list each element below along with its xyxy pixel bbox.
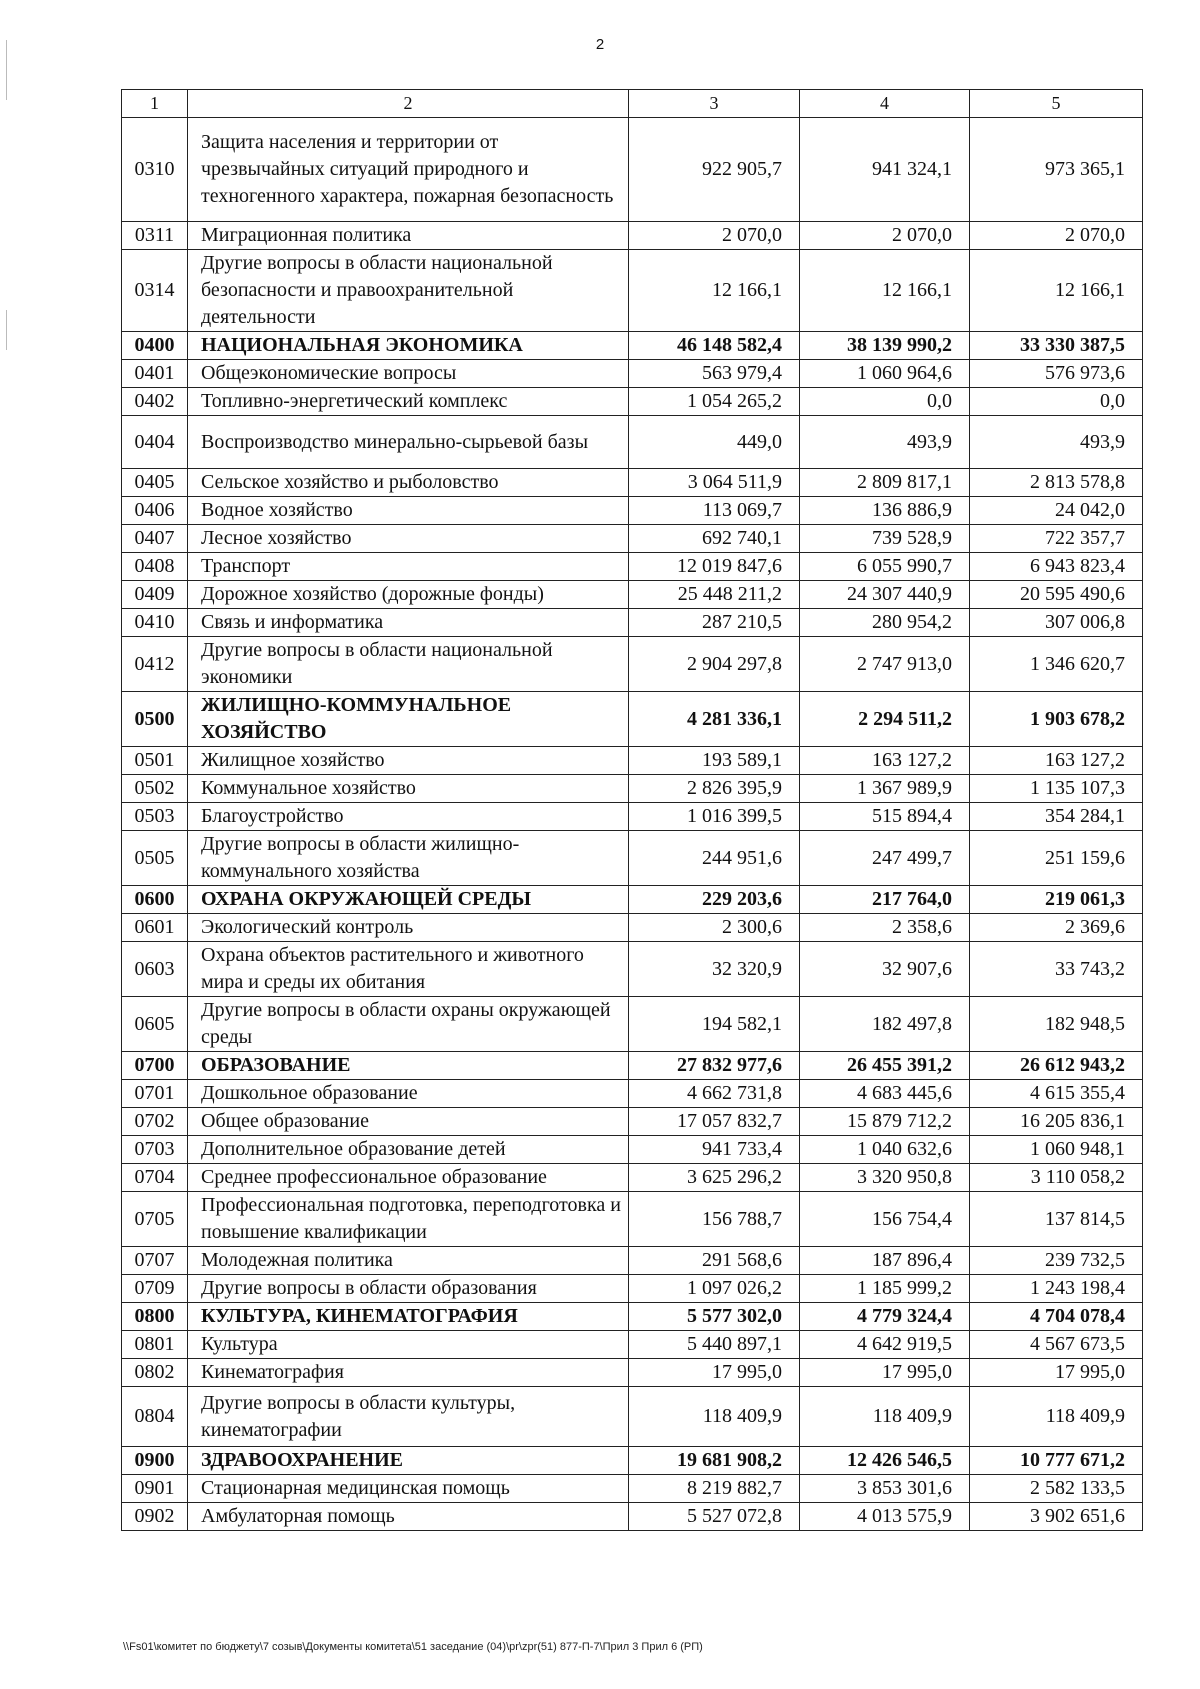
row-name: Топливно-энергетический комплекс — [188, 388, 629, 416]
row-code: 0412 — [122, 637, 188, 692]
table-row — [122, 525, 1143, 553]
row-value-col4: 32 907,6 — [800, 942, 970, 997]
row-name: Дорожное хозяйство (дорожные фонды) — [188, 581, 629, 609]
row-code: 0707 — [122, 1247, 188, 1275]
row-value-col3: 27 832 977,6 — [629, 1052, 800, 1080]
table-row — [122, 1080, 1143, 1108]
row-value-col5: 17 995,0 — [970, 1359, 1143, 1387]
budget-table-body — [122, 90, 1143, 1531]
table-row — [122, 637, 1143, 692]
row-value-col5: 239 732,5 — [970, 1247, 1143, 1275]
row-code: 0900 — [122, 1447, 188, 1475]
row-value-col3: 12 019 847,6 — [629, 553, 800, 581]
page-number: 2 — [595, 36, 605, 53]
row-code: 0600 — [122, 886, 188, 914]
row-name: Молодежная политика — [188, 1247, 629, 1275]
row-value-col4: 187 896,4 — [800, 1247, 970, 1275]
row-name: Другие вопросы в области национальной безопасности и правоохранительной деятельности — [188, 250, 629, 332]
row-code: 0407 — [122, 525, 188, 553]
row-code: 0702 — [122, 1108, 188, 1136]
row-value-col4: 38 139 990,2 — [800, 332, 970, 360]
row-value-col4: 136 886,9 — [800, 497, 970, 525]
row-value-col3: 12 166,1 — [629, 250, 800, 332]
row-value-col5: 20 595 490,6 — [970, 581, 1143, 609]
row-name: Лесное хозяйство — [188, 525, 629, 553]
row-code: 0502 — [122, 775, 188, 803]
row-value-col5: 182 948,5 — [970, 997, 1143, 1052]
row-value-col4: 4 642 919,5 — [800, 1331, 970, 1359]
column-number: 1 — [122, 90, 188, 118]
row-value-col5: 33 330 387,5 — [970, 332, 1143, 360]
row-value-col3: 1 054 265,2 — [629, 388, 800, 416]
row-value-col4: 4 779 324,4 — [800, 1303, 970, 1331]
table-row — [122, 1503, 1143, 1531]
row-value-col4: 1 367 989,9 — [800, 775, 970, 803]
row-name: Водное хозяйство — [188, 497, 629, 525]
table-row — [122, 1387, 1143, 1447]
table-row — [122, 942, 1143, 997]
row-value-col3: 1 097 026,2 — [629, 1275, 800, 1303]
row-value-col4: 247 499,7 — [800, 831, 970, 886]
row-code: 0400 — [122, 332, 188, 360]
row-name: Стационарная медицинская помощь — [188, 1475, 629, 1503]
row-value-col4: 739 528,9 — [800, 525, 970, 553]
row-name: Профессиональная подготовка, переподготовка и повышение квалификации — [188, 1192, 629, 1247]
row-name: Кинематография — [188, 1359, 629, 1387]
row-value-col3: 922 905,7 — [629, 118, 800, 222]
row-code: 0505 — [122, 831, 188, 886]
row-value-col5: 2 813 578,8 — [970, 469, 1143, 497]
row-name: Другие вопросы в области образования — [188, 1275, 629, 1303]
row-value-col3: 118 409,9 — [629, 1387, 800, 1447]
row-value-col3: 449,0 — [629, 416, 800, 469]
row-value-col3: 291 568,6 — [629, 1247, 800, 1275]
row-value-col3: 287 210,5 — [629, 609, 800, 637]
row-value-col3: 1 016 399,5 — [629, 803, 800, 831]
row-value-col5: 251 159,6 — [970, 831, 1143, 886]
row-name: Связь и информатика — [188, 609, 629, 637]
row-code: 0802 — [122, 1359, 188, 1387]
row-code: 0500 — [122, 692, 188, 747]
row-value-col3: 194 582,1 — [629, 997, 800, 1052]
row-code: 0401 — [122, 360, 188, 388]
row-value-col3: 19 681 908,2 — [629, 1447, 800, 1475]
table-row — [122, 1192, 1143, 1247]
table-row — [122, 914, 1143, 942]
section-row — [122, 886, 1143, 914]
table-row — [122, 1247, 1143, 1275]
row-value-col5: 118 409,9 — [970, 1387, 1143, 1447]
row-code: 0310 — [122, 118, 188, 222]
row-value-col3: 32 320,9 — [629, 942, 800, 997]
table-row — [122, 222, 1143, 250]
column-number: 2 — [188, 90, 629, 118]
row-name: НАЦИОНАЛЬНАЯ ЭКОНОМИКА — [188, 332, 629, 360]
row-value-col5: 2 070,0 — [970, 222, 1143, 250]
row-value-col4: 2 809 817,1 — [800, 469, 970, 497]
row-name: Миграционная политика — [188, 222, 629, 250]
row-code: 0701 — [122, 1080, 188, 1108]
column-number: 5 — [970, 90, 1143, 118]
row-value-col4: 3 320 950,8 — [800, 1164, 970, 1192]
table-row — [122, 609, 1143, 637]
row-value-col3: 46 148 582,4 — [629, 332, 800, 360]
row-value-col4: 2 358,6 — [800, 914, 970, 942]
row-code: 0902 — [122, 1503, 188, 1531]
row-value-col5: 576 973,6 — [970, 360, 1143, 388]
row-name: Общее образование — [188, 1108, 629, 1136]
row-value-col4: 156 754,4 — [800, 1192, 970, 1247]
row-value-col5: 722 357,7 — [970, 525, 1143, 553]
row-name: Жилищное хозяйство — [188, 747, 629, 775]
row-value-col3: 156 788,7 — [629, 1192, 800, 1247]
table-row — [122, 1275, 1143, 1303]
row-value-col5: 307 006,8 — [970, 609, 1143, 637]
column-number: 4 — [800, 90, 970, 118]
budget-table — [121, 89, 1143, 1531]
row-value-col3: 17 057 832,7 — [629, 1108, 800, 1136]
row-name: ОХРАНА ОКРУЖАЮЩЕЙ СРЕДЫ — [188, 886, 629, 914]
row-value-col4: 280 954,2 — [800, 609, 970, 637]
row-code: 0410 — [122, 609, 188, 637]
row-name: КУЛЬТУРА, КИНЕМАТОГРАФИЯ — [188, 1303, 629, 1331]
row-name: Другие вопросы в области охраны окружающей среды — [188, 997, 629, 1052]
row-value-col4: 2 747 913,0 — [800, 637, 970, 692]
column-number-row — [122, 90, 1143, 118]
row-value-col5: 219 061,3 — [970, 886, 1143, 914]
row-value-col4: 493,9 — [800, 416, 970, 469]
table-row — [122, 1331, 1143, 1359]
section-row — [122, 1303, 1143, 1331]
row-value-col5: 24 042,0 — [970, 497, 1143, 525]
row-name: Дошкольное образование — [188, 1080, 629, 1108]
row-value-col5: 1 060 948,1 — [970, 1136, 1143, 1164]
section-row — [122, 332, 1143, 360]
row-value-col4: 24 307 440,9 — [800, 581, 970, 609]
row-value-col4: 4 683 445,6 — [800, 1080, 970, 1108]
table-row — [122, 416, 1143, 469]
row-code: 0405 — [122, 469, 188, 497]
row-value-col3: 5 527 072,8 — [629, 1503, 800, 1531]
row-value-col3: 8 219 882,7 — [629, 1475, 800, 1503]
row-value-col3: 5 577 302,0 — [629, 1303, 800, 1331]
row-name: Сельское хозяйство и рыболовство — [188, 469, 629, 497]
row-value-col3: 3 625 296,2 — [629, 1164, 800, 1192]
table-row — [122, 747, 1143, 775]
table-row — [122, 775, 1143, 803]
row-code: 0801 — [122, 1331, 188, 1359]
table-row — [122, 997, 1143, 1052]
row-value-col5: 3 902 651,6 — [970, 1503, 1143, 1531]
row-value-col4: 3 853 301,6 — [800, 1475, 970, 1503]
row-value-col3: 193 589,1 — [629, 747, 800, 775]
row-value-col5: 2 369,6 — [970, 914, 1143, 942]
row-code: 0408 — [122, 553, 188, 581]
row-code: 0311 — [122, 222, 188, 250]
row-value-col4: 12 426 546,5 — [800, 1447, 970, 1475]
row-name: Другие вопросы в области жилищно-коммунального хозяйства — [188, 831, 629, 886]
row-code: 0704 — [122, 1164, 188, 1192]
row-name: Экологический контроль — [188, 914, 629, 942]
row-code: 0404 — [122, 416, 188, 469]
row-name: Воспроизводство минерально-сырьевой базы — [188, 416, 629, 469]
table-row — [122, 250, 1143, 332]
row-value-col3: 244 951,6 — [629, 831, 800, 886]
row-value-col5: 2 582 133,5 — [970, 1475, 1143, 1503]
table-row — [122, 497, 1143, 525]
row-value-col3: 941 733,4 — [629, 1136, 800, 1164]
row-code: 0703 — [122, 1136, 188, 1164]
section-row — [122, 1447, 1143, 1475]
table-row — [122, 360, 1143, 388]
row-code: 0409 — [122, 581, 188, 609]
row-name: Коммунальное хозяйство — [188, 775, 629, 803]
row-value-col3: 2 904 297,8 — [629, 637, 800, 692]
row-code: 0800 — [122, 1303, 188, 1331]
row-value-col4: 2 294 511,2 — [800, 692, 970, 747]
row-value-col5: 0,0 — [970, 388, 1143, 416]
row-value-col4: 163 127,2 — [800, 747, 970, 775]
row-value-col4: 26 455 391,2 — [800, 1052, 970, 1080]
row-name: Среднее профессиональное образование — [188, 1164, 629, 1192]
row-value-col4: 0,0 — [800, 388, 970, 416]
row-value-col5: 973 365,1 — [970, 118, 1143, 222]
row-code: 0901 — [122, 1475, 188, 1503]
row-value-col4: 182 497,8 — [800, 997, 970, 1052]
row-name: Культура — [188, 1331, 629, 1359]
table-row — [122, 1475, 1143, 1503]
table-row — [122, 581, 1143, 609]
row-value-col3: 17 995,0 — [629, 1359, 800, 1387]
row-value-col5: 1 243 198,4 — [970, 1275, 1143, 1303]
row-value-col3: 563 979,4 — [629, 360, 800, 388]
row-code: 0705 — [122, 1192, 188, 1247]
row-value-col3: 3 064 511,9 — [629, 469, 800, 497]
row-name: Дополнительное образование детей — [188, 1136, 629, 1164]
row-value-col3: 692 740,1 — [629, 525, 800, 553]
row-code: 0503 — [122, 803, 188, 831]
file-path-footer: \\Fs01\комитет по бюджету\7 созыв\Документы комитета\51 заседание (04)\pr\zpr(51) 877-П-7\Прил 3 Прил 6 (РП) — [123, 1641, 703, 1653]
table-row — [122, 469, 1143, 497]
row-value-col3: 4 281 336,1 — [629, 692, 800, 747]
row-value-col4: 941 324,1 — [800, 118, 970, 222]
row-code: 0709 — [122, 1275, 188, 1303]
row-value-col4: 6 055 990,7 — [800, 553, 970, 581]
row-code: 0402 — [122, 388, 188, 416]
row-name: Общеэкономические вопросы — [188, 360, 629, 388]
row-value-col4: 1 060 964,6 — [800, 360, 970, 388]
table-row — [122, 1359, 1143, 1387]
row-value-col4: 2 070,0 — [800, 222, 970, 250]
row-value-col4: 515 894,4 — [800, 803, 970, 831]
row-code: 0804 — [122, 1387, 188, 1447]
table-row — [122, 831, 1143, 886]
row-name: Транспорт — [188, 553, 629, 581]
row-value-col5: 4 615 355,4 — [970, 1080, 1143, 1108]
row-value-col5: 163 127,2 — [970, 747, 1143, 775]
row-value-col3: 2 826 395,9 — [629, 775, 800, 803]
row-value-col5: 6 943 823,4 — [970, 553, 1143, 581]
row-value-col5: 1 135 107,3 — [970, 775, 1143, 803]
row-code: 0314 — [122, 250, 188, 332]
table-row — [122, 553, 1143, 581]
column-number: 3 — [629, 90, 800, 118]
row-name: ЗДРАВООХРАНЕНИЕ — [188, 1447, 629, 1475]
row-code: 0501 — [122, 747, 188, 775]
row-value-col5: 33 743,2 — [970, 942, 1143, 997]
row-value-col3: 4 662 731,8 — [629, 1080, 800, 1108]
table-row — [122, 803, 1143, 831]
row-value-col5: 12 166,1 — [970, 250, 1143, 332]
row-value-col4: 118 409,9 — [800, 1387, 970, 1447]
row-value-col5: 4 704 078,4 — [970, 1303, 1143, 1331]
row-name: Защита населения и территории от чрезвычайных ситуаций природного и техногенного характера, пожарная безопасность — [188, 118, 629, 222]
row-value-col5: 137 814,5 — [970, 1192, 1143, 1247]
row-code: 0605 — [122, 997, 188, 1052]
row-name: Амбулаторная помощь — [188, 1503, 629, 1531]
row-value-col5: 4 567 673,5 — [970, 1331, 1143, 1359]
table-row — [122, 1108, 1143, 1136]
row-value-col4: 1 040 632,6 — [800, 1136, 970, 1164]
row-value-col3: 229 203,6 — [629, 886, 800, 914]
row-value-col5: 10 777 671,2 — [970, 1447, 1143, 1475]
row-value-col3: 25 448 211,2 — [629, 581, 800, 609]
row-value-col3: 113 069,7 — [629, 497, 800, 525]
scan-margin-mark — [6, 310, 7, 350]
row-code: 0603 — [122, 942, 188, 997]
row-value-col3: 5 440 897,1 — [629, 1331, 800, 1359]
table-row — [122, 118, 1143, 222]
row-code: 0700 — [122, 1052, 188, 1080]
row-name: Охрана объектов растительного и животного мира и среды их обитания — [188, 942, 629, 997]
row-value-col4: 4 013 575,9 — [800, 1503, 970, 1531]
row-value-col5: 3 110 058,2 — [970, 1164, 1143, 1192]
section-row — [122, 1052, 1143, 1080]
row-value-col4: 217 764,0 — [800, 886, 970, 914]
row-value-col5: 1 346 620,7 — [970, 637, 1143, 692]
row-value-col5: 493,9 — [970, 416, 1143, 469]
row-value-col4: 1 185 999,2 — [800, 1275, 970, 1303]
row-value-col3: 2 070,0 — [629, 222, 800, 250]
row-name: Другие вопросы в области культуры, кинематографии — [188, 1387, 629, 1447]
table-row — [122, 1136, 1143, 1164]
row-name: Благоустройство — [188, 803, 629, 831]
table-row — [122, 388, 1143, 416]
row-value-col3: 2 300,6 — [629, 914, 800, 942]
section-row — [122, 692, 1143, 747]
row-name: ЖИЛИЩНО-КОММУНАЛЬНОЕ ХОЗЯЙСТВО — [188, 692, 629, 747]
row-value-col5: 16 205 836,1 — [970, 1108, 1143, 1136]
row-value-col4: 12 166,1 — [800, 250, 970, 332]
row-value-col5: 1 903 678,2 — [970, 692, 1143, 747]
row-value-col4: 17 995,0 — [800, 1359, 970, 1387]
row-name: ОБРАЗОВАНИЕ — [188, 1052, 629, 1080]
row-name: Другие вопросы в области национальной экономики — [188, 637, 629, 692]
row-code: 0406 — [122, 497, 188, 525]
row-value-col5: 354 284,1 — [970, 803, 1143, 831]
row-value-col4: 15 879 712,2 — [800, 1108, 970, 1136]
row-value-col5: 26 612 943,2 — [970, 1052, 1143, 1080]
row-code: 0601 — [122, 914, 188, 942]
table-row — [122, 1164, 1143, 1192]
